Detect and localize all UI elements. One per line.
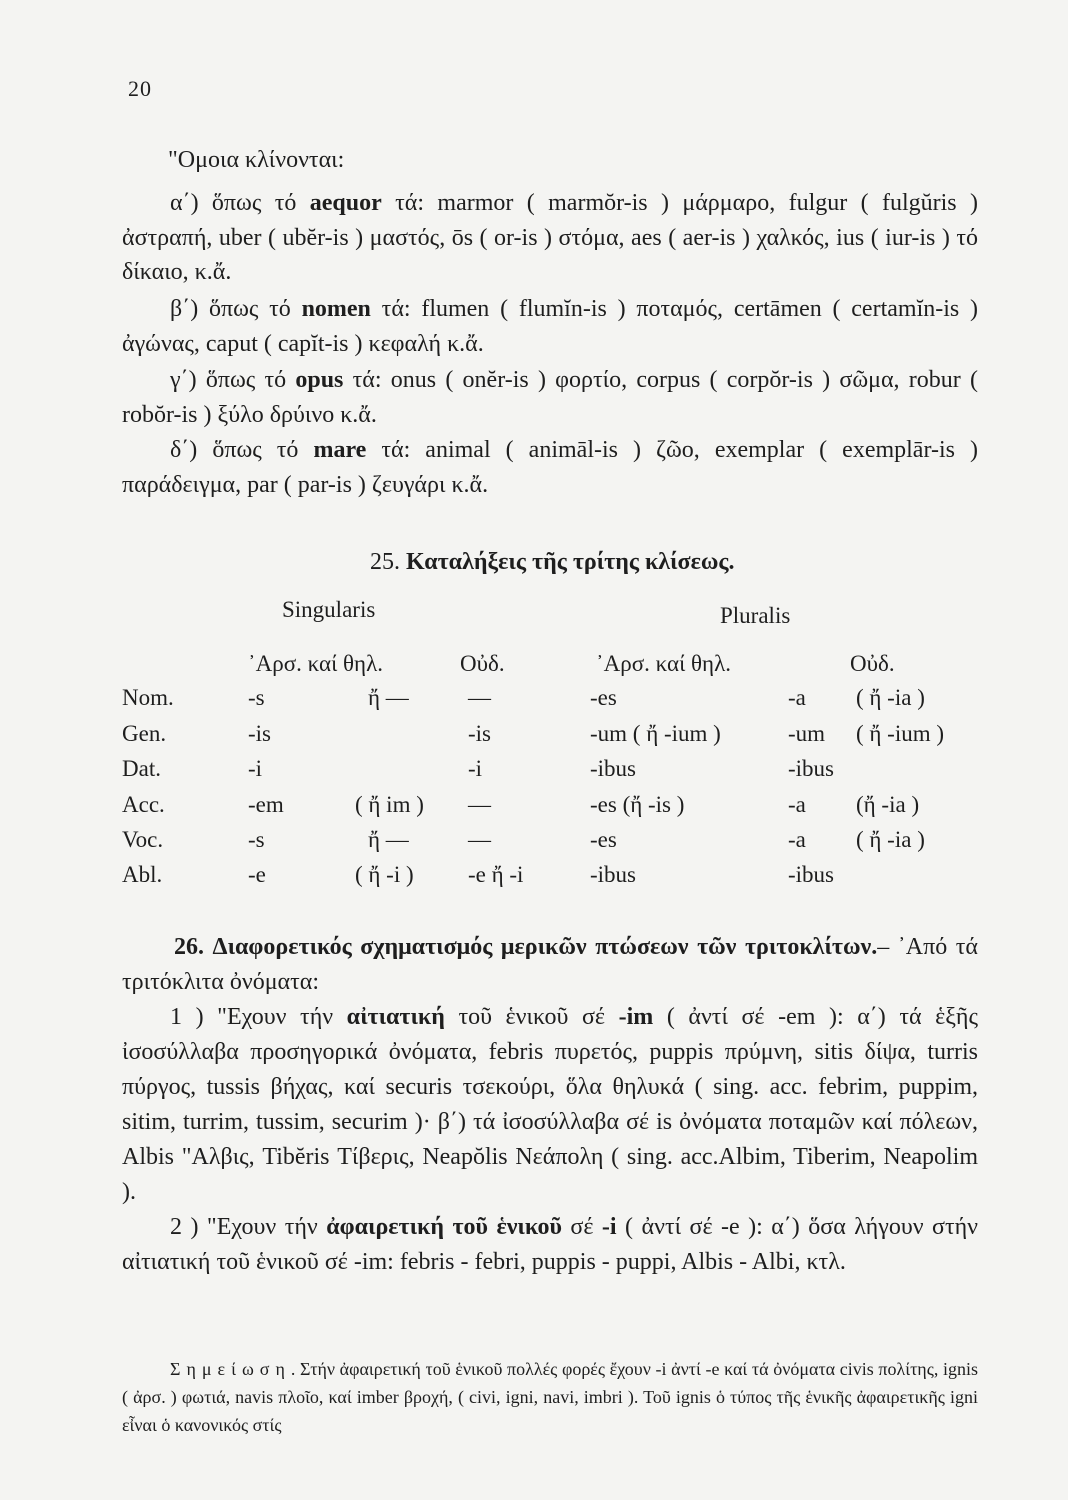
- table-cell: ἤ —: [368, 685, 409, 710]
- table-cell: -ibus: [590, 862, 636, 887]
- table-cell: -ibus: [788, 862, 834, 887]
- table-cell: —: [468, 685, 491, 710]
- table-cell: —: [468, 827, 491, 852]
- intro-heading: "Ομοια κλίνονται:: [168, 147, 345, 173]
- table-row-case: Gen.: [122, 721, 167, 746]
- sub-header-sg-n: Οὐδ.: [460, 651, 505, 676]
- page-number: 20: [128, 76, 152, 101]
- sub-header-pl-mf: ᾽Αρσ. καί θηλ.: [596, 651, 731, 676]
- table-cell: ( ἤ -ia ): [856, 685, 925, 710]
- table-cell: -ibus: [590, 756, 636, 781]
- singular-label: Singularis: [282, 597, 376, 622]
- table-cell: -em: [248, 792, 284, 817]
- table-row-case: Nom.: [122, 685, 174, 710]
- table-cell: -s: [248, 685, 265, 710]
- table-cell: -um ( ἤ -ium ): [590, 721, 721, 746]
- table-cell: -s: [248, 827, 265, 852]
- table-cell: -um: [788, 721, 826, 746]
- paragraph-alpha: α΄) ὅπως τό aequor τά: marmor ( marmŏr-is ) μάρμαρο, fulgur ( fulgŭris ) ἀστραπή, uber ( ubĕr-is ) μαστός, ōs ( or-is ) στόμα, aes ( aer-is ) χαλκός, ius ( iur-is ) τό δίκαιο, κ.ἄ.: [122, 190, 979, 285]
- table-row-case: Acc.: [122, 792, 165, 817]
- table-cell: -ibus: [788, 756, 834, 781]
- table-cell: -is: [248, 721, 271, 746]
- table-cell: -a: [788, 827, 806, 852]
- table-cell: —: [468, 792, 491, 817]
- footnote-label: Σημείωση: [170, 1359, 291, 1379]
- table-cell: ἤ —: [368, 827, 409, 852]
- section-26-title: Διαφορετικός σχηματισμός μερικῶν πτώσεων τῶν τριτοκλίτων.: [212, 934, 878, 960]
- table-cell: -e: [248, 862, 266, 887]
- table-row-case: Dat.: [122, 756, 161, 781]
- paragraph-gamma: γ΄) ὅπως τό opus τά: onus ( onĕr-is ) φορτίο, corpus ( corpŏr-is ) σῶμα, robur ( robŏr-is ) ξύλο δρύινο κ.ἄ.: [122, 367, 978, 428]
- table-cell: -es: [590, 827, 617, 852]
- plural-label: Pluralis: [720, 603, 791, 628]
- table-cell: ( ἤ im ): [355, 792, 424, 817]
- footnote: Σημείωση. Στήν ἀφαιρετική τοῦ ἑνικοῦ πολλές φορές ἔχουν -i ἀντί -e καί τά ὀνόματα civis πολίτης, ignis ( ἀρσ. ) φωτιά, navis πλοῖο, καί imber βροχή, ( civi, igni, navi, imbri ). Τοῦ ignis ὁ τύπος τῆς ἑνικῆς ἀφαιρετικῆς igni εἶναι ὁ κανονικός στίς: [122, 1359, 978, 1435]
- sub-header-pl-n: Οὐδ.: [850, 651, 895, 676]
- table-cell: -a: [788, 792, 806, 817]
- table-row-case: Voc.: [122, 827, 164, 852]
- table-cell: -is: [468, 721, 491, 746]
- table-cell: -a: [788, 685, 806, 710]
- table-cell: -i: [248, 756, 263, 781]
- table-cell: -es (ἤ -is ): [590, 792, 685, 817]
- table-cell: ( ἤ -ia ): [856, 827, 925, 852]
- paragraph-beta: β΄) ὅπως τό nomen τά: flumen ( flumĭn-is ) ποταμός, certāmen ( certamĭn-is ) ἀγώνας, caput ( capĭt-is ) κεφαλή κ.ἄ.: [122, 296, 978, 357]
- section-25-heading: 25. Καταλήξεις τῆς τρίτης κλίσεως.: [370, 549, 735, 575]
- paragraph-delta: δ΄) ὅπως τό mare τά: animal ( animāl-is ) ζῶο, exemplar ( exemplār-is ) παράδειγμα, par ( par-is ) ζευγάρι κ.ἄ.: [122, 437, 979, 498]
- section-26: 26. Διαφορετικός σχηματισμός μερικῶν πτώσεων τῶν τριτοκλίτων.– ᾽Από τά τριτόκλιτα ὀνόματα: 1 ) "Εχουν τήν αἰτιατική τοῦ ἑνικοῦ σέ -im ( ἀντί σέ -em ): α΄) τά ἑξῆς ἰσοσύλλαβα προσηγορικά ὀνόματα, febris πυρετός, puppis πρύμνη, sitis δίψα, turris πύργος, tussis βήχας, καί securis τσεκούρι, ὅλα θηλυκά ( sing. acc. febrim, puppim, sitim, turrim, tussim, securim )· β΄) τά ἰσοσύλλαβα σέ is ὀνόματα ποταμῶν καί πόλεων, Albis "Αλβις, Tibĕris Τίβερις, Neapŏlis Νεάπολη ( sing. acc.Albim, Tiberim, Neapolim ). 2 ) "Εχουν τήν ἀφαιρετική τοῦ ἑνικοῦ σέ -i ( ἀντί σέ -e ): α΄) ὅσα λήγουν στήν αἰτιατική τοῦ ἑνικοῦ σέ -im: febris - febri, puppis - puppi, Albis - Albi, κτλ.: [122, 934, 979, 1275]
- table-cell: ( ἤ -ium ): [856, 721, 945, 746]
- table-cell: -e ἤ -i: [468, 862, 524, 887]
- table-cell: -es: [590, 685, 617, 710]
- table-cell: -i: [468, 756, 483, 781]
- table-cell: ( ἤ -i ): [355, 862, 414, 887]
- table-row-case: Abl.: [122, 862, 163, 887]
- table-cell: (ἤ -ia ): [856, 792, 920, 817]
- sub-header-sg-mf: ᾽Αρσ. καί θηλ.: [248, 651, 383, 676]
